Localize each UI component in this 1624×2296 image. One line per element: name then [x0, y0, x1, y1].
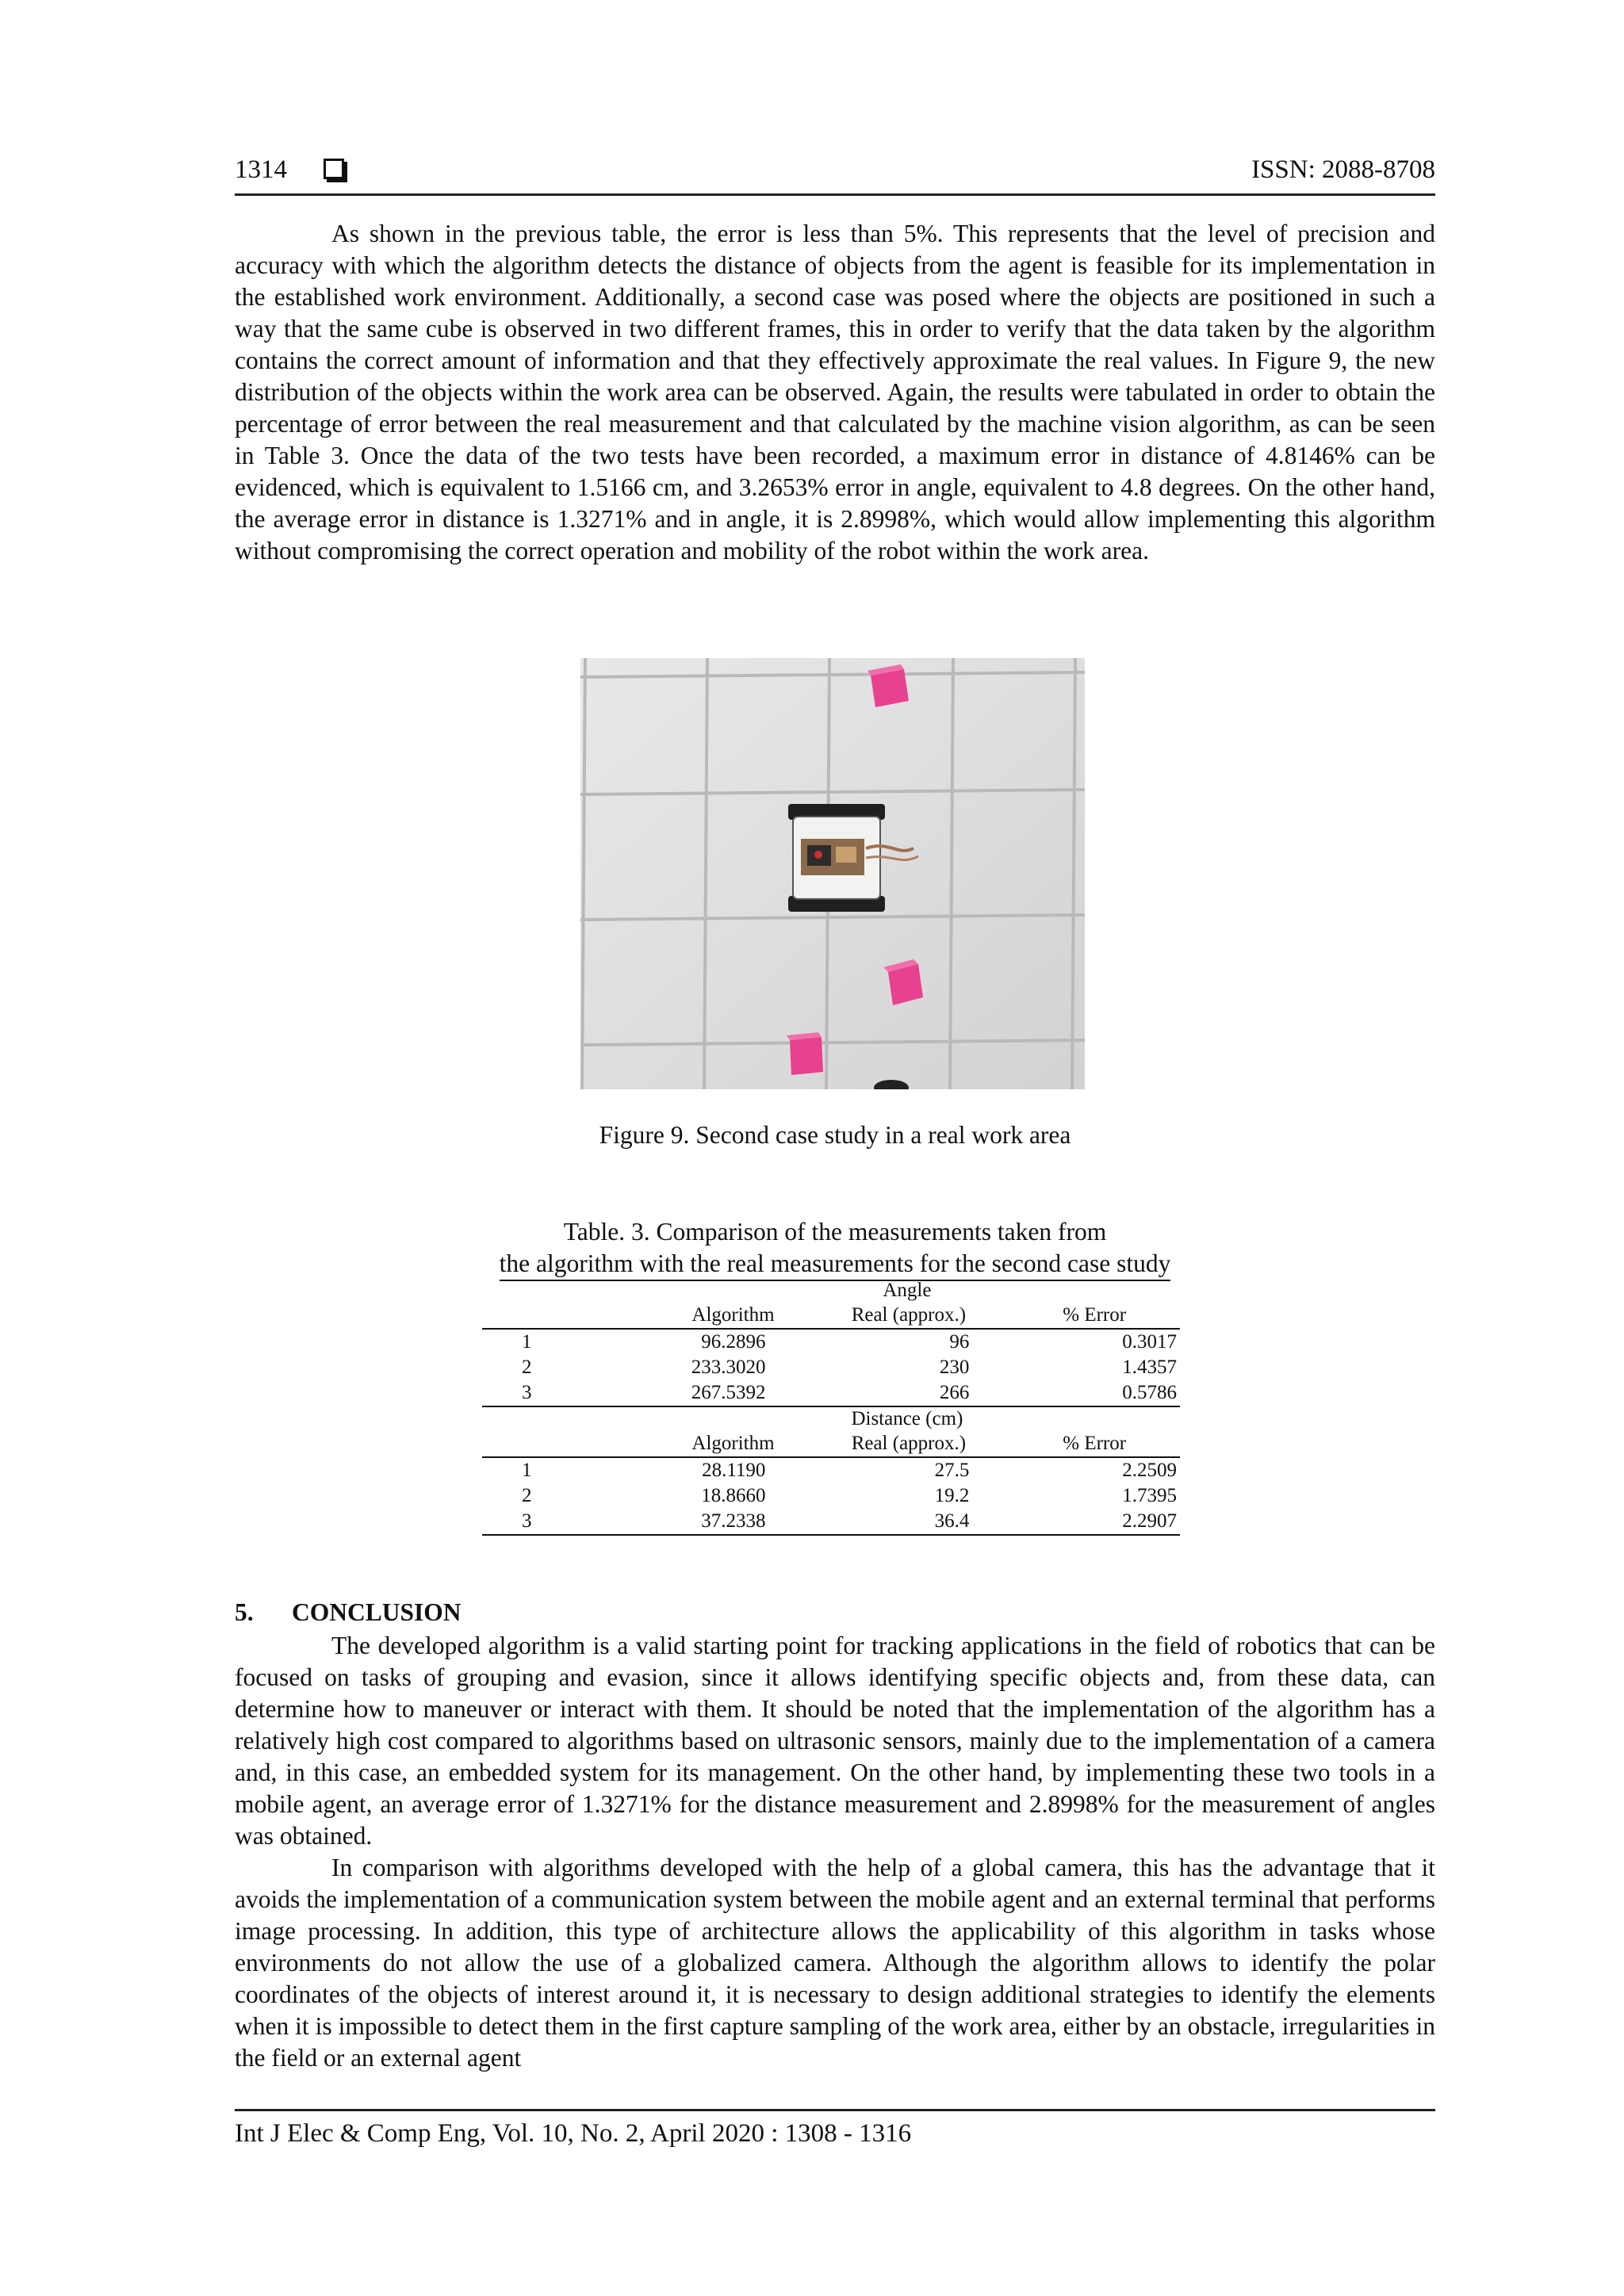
page-footer: [235, 2109, 1435, 2149]
figure-9-photo: [580, 658, 1085, 1089]
real-value: 266: [805, 1380, 1009, 1406]
row-index: 1: [522, 1460, 532, 1481]
distance-group-label: Distance (cm): [851, 1408, 963, 1429]
real-value: 230: [939, 1357, 970, 1378]
table-title-line-1: Table. 3. Comparison of the measurements taken from: [563, 1218, 1107, 1246]
journal-citation: Int J Elec & Comp Eng, Vol. 10, No. 2, April 2020 : 1308 - 1316: [235, 2119, 912, 2148]
table-title-line-2: the algorithm with the real measurements for the second case study: [500, 1248, 1171, 1281]
angle-header-row: [482, 1303, 1180, 1329]
distance-header-row: [482, 1431, 1180, 1457]
real-value: 19.2: [934, 1485, 970, 1506]
section-number: 5.: [235, 1598, 254, 1626]
algorithm-value: 37.2338: [598, 1509, 806, 1535]
real-value: 36.4: [805, 1509, 1009, 1535]
distance-group-row: [482, 1406, 1180, 1431]
real-value: 96: [949, 1331, 970, 1353]
algorithm-value: 18.8660: [701, 1485, 766, 1506]
angle-group-label: Angle: [883, 1280, 932, 1301]
col-algorithm: Algorithm: [598, 1431, 806, 1457]
page-header: [235, 155, 1435, 196]
conclusion-paragraph-1: The developed algorithm is a valid starting point for tracking applications in the field of robotics that can be focused on tasks of grouping and evasion, since it allows identifying specific objects and, from these data, can determine how to maneuver or interact with them. It should be noted that the implementation of the algorithm has a relatively high cost compared to algorithms based on ultrasonic sensors, mainly due to the implementation of a camera and, in this case, an embedded system for its management. On the other hand, by implementing these two tools in a mobile agent, an average error of 1.3271% for the distance measurement and 2.8998% for the measurement of angles was obtained.: [235, 1632, 1435, 1850]
algorithm-value: 96.2896: [701, 1331, 766, 1353]
error-value: 0.3017: [1122, 1331, 1177, 1353]
col-error: % Error: [1009, 1303, 1180, 1329]
page-number: 1314: [235, 155, 287, 184]
table-row: [482, 1380, 1180, 1406]
row-index: 3: [482, 1509, 598, 1535]
table-row: [482, 1329, 1180, 1355]
work-area-photo: [580, 658, 1085, 1089]
pink-cube-bottom: [787, 1032, 823, 1075]
row-index: 1: [522, 1331, 532, 1353]
error-value: 0.5786: [1009, 1380, 1180, 1406]
conclusion-paragraph-2: In comparison with algorithms developed with the help of a global camera, this has the advantage that it avoids the implementation of a communication system between the mobile agent and an external terminal that performs image processing. In addition, this type of architecture allows the applicability of this algorithm in tasks whose environments do not allow the use of a globalized camera. Although the algorithm allows to identify the polar coordinates of the objects of interest around it, it is necessary to design additional strategies to identify the elements when it is impossible to detect them in the first capture sampling of the work area, either by an obstacle, irregularities in the field or an external agent: [235, 1854, 1435, 2072]
row-index: 3: [482, 1380, 598, 1406]
table-row: [482, 1483, 1180, 1509]
row-index: 2: [522, 1485, 532, 1506]
error-value: 2.2509: [1122, 1460, 1177, 1481]
col-error: % Error: [1009, 1431, 1180, 1457]
row-index: 2: [522, 1357, 532, 1378]
section-heading: [235, 1598, 462, 1627]
angle-group-row: [482, 1279, 1180, 1303]
error-value: 1.7395: [1122, 1485, 1177, 1506]
algorithm-value: 233.3020: [691, 1357, 766, 1378]
intro-paragraph: As shown in the previous table, the error is less than 5%. This represents that the level of precision and accuracy with which the algorithm detects the distance of objects from the agent is feasible for its implementation in the established work environment. Additionally, a second case was posed where the objects are positioned in such a way that the same cube is observed in two different frames, this in order to verify that the data taken by the algorithm contains the correct amount of information and that they effectively approximate the real values. In Figure 9, the new distribution of the objects within the work area can be observed. Again, the results were tabulated in order to obtain the percentage of error between the real measurement and that calculated by the machine vision algorithm, as can be seen in Table 3. Once the data of the two tests have been recorded, a maximum error in distance of 4.8146% can be evidenced, which is equivalent to 1.5166 cm, and 3.2653% error in angle, equivalent to 4.8 degrees. On the other hand, the average error in distance is 1.3271% and in angle, it is 2.8998%, which would allow implementing this algorithm without compromising the correct operation and mobility of the robot within the work area.: [235, 220, 1435, 564]
algorithm-value: 267.5392: [598, 1380, 806, 1406]
table-row: [482, 1355, 1180, 1380]
section-title: CONCLUSION: [292, 1598, 462, 1626]
checkbox-square-icon: [324, 159, 344, 179]
col-real: Real (approx.): [805, 1431, 1009, 1457]
col-algorithm: Algorithm: [598, 1303, 806, 1329]
table-row: [482, 1457, 1180, 1483]
col-real: Real (approx.): [805, 1303, 1009, 1329]
table-title: [235, 1216, 1435, 1281]
algorithm-value: 28.1190: [702, 1460, 766, 1481]
issn-label: ISSN: 2088-8708: [1251, 155, 1435, 184]
figure-caption: Figure 9. Second case study in a real work area: [599, 1121, 1071, 1149]
error-value: 2.2907: [1009, 1509, 1180, 1535]
results-table: [482, 1279, 1180, 1536]
real-value: 27.5: [934, 1460, 970, 1481]
error-value: 1.4357: [1122, 1357, 1177, 1378]
table-row: [482, 1509, 1180, 1535]
